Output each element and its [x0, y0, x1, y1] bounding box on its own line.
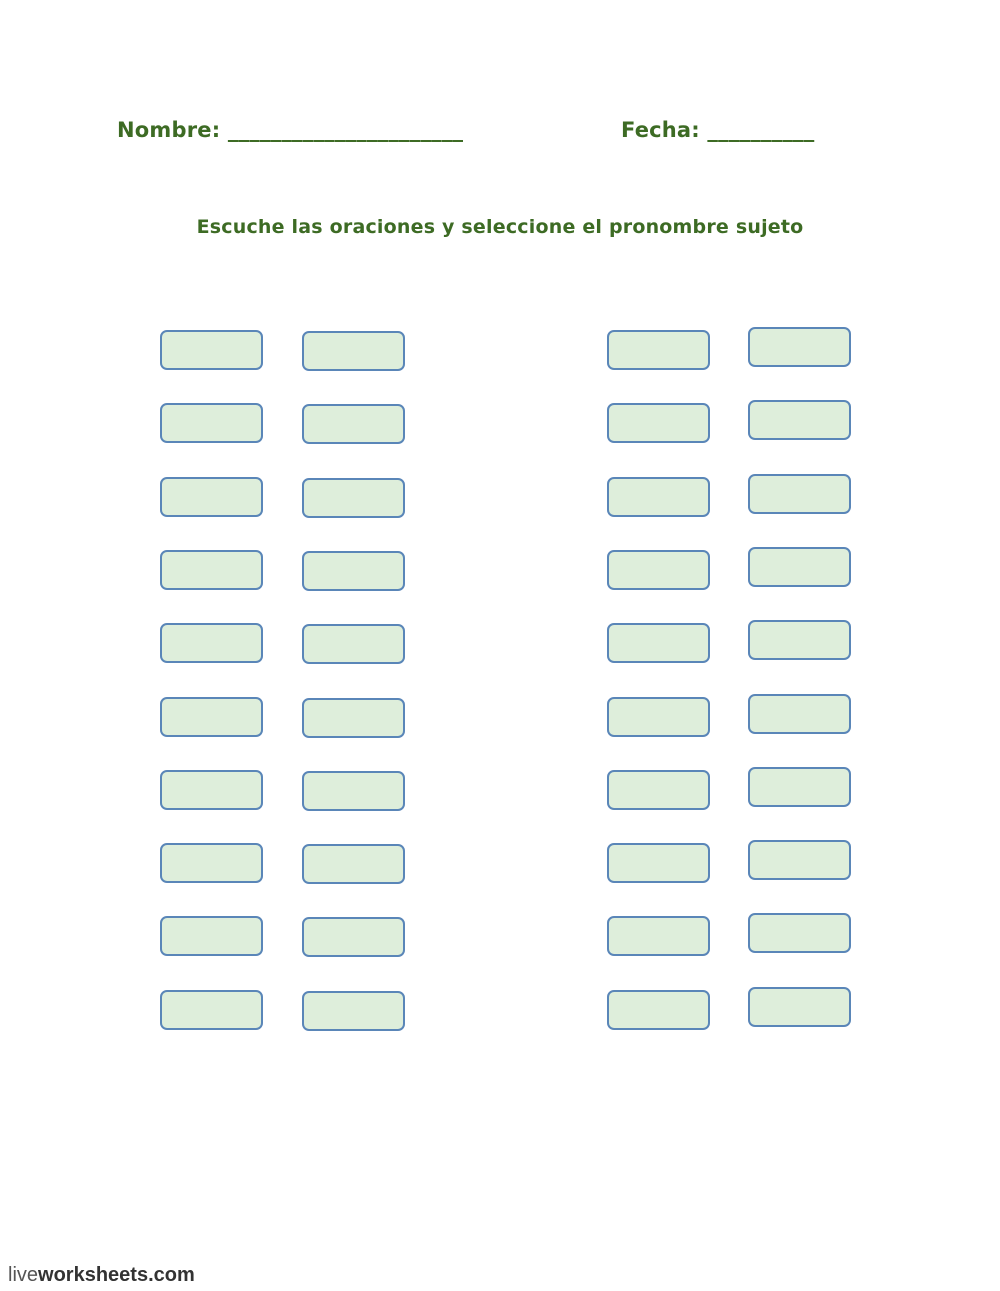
answer-box-r8-c2[interactable]: [302, 844, 405, 884]
name-blank: ______________________: [227, 118, 464, 142]
name-label: Nombre:: [117, 118, 221, 142]
instruction-text: Escuche las oraciones y seleccione el pronombre sujeto: [196, 216, 804, 238]
answer-box-r2-c3[interactable]: [607, 403, 710, 443]
liveworksheets-logo: [8, 1264, 195, 1287]
answer-box-r10-c3[interactable]: [607, 990, 710, 1030]
answer-box-r3-c3[interactable]: [607, 477, 710, 517]
answer-box-r6-c4[interactable]: [748, 694, 851, 734]
answer-box-r1-c2[interactable]: [302, 331, 405, 371]
answer-box-r7-c4[interactable]: [748, 767, 851, 807]
answer-box-r8-c3[interactable]: [607, 843, 710, 883]
answer-box-r3-c4[interactable]: [748, 474, 851, 514]
answer-box-r2-c4[interactable]: [748, 400, 851, 440]
answer-box-r3-c1[interactable]: [160, 477, 263, 517]
date-field: [621, 118, 814, 142]
answer-box-r4-c3[interactable]: [607, 550, 710, 590]
answer-box-r8-c1[interactable]: [160, 843, 263, 883]
answer-box-r5-c1[interactable]: [160, 623, 263, 663]
answer-box-r7-c1[interactable]: [160, 770, 263, 810]
answer-box-r4-c4[interactable]: [748, 547, 851, 587]
answer-box-r6-c1[interactable]: [160, 697, 263, 737]
answer-box-r4-c2[interactable]: [302, 551, 405, 591]
answer-box-r3-c2[interactable]: [302, 478, 405, 518]
answer-box-r9-c2[interactable]: [302, 917, 405, 957]
answer-box-r5-c4[interactable]: [748, 620, 851, 660]
answer-box-r9-c1[interactable]: [160, 916, 263, 956]
name-field: [117, 118, 463, 142]
answer-box-r6-c3[interactable]: [607, 697, 710, 737]
answer-box-r2-c1[interactable]: [160, 403, 263, 443]
answer-box-r10-c1[interactable]: [160, 990, 263, 1030]
answer-box-r8-c4[interactable]: [748, 840, 851, 880]
answer-box-r5-c2[interactable]: [302, 624, 405, 664]
date-blank: __________: [707, 118, 815, 142]
answer-box-r10-c2[interactable]: [302, 991, 405, 1031]
answer-box-r5-c3[interactable]: [607, 623, 710, 663]
answer-box-r1-c3[interactable]: [607, 330, 710, 370]
answer-box-r9-c4[interactable]: [748, 913, 851, 953]
answer-box-r1-c1[interactable]: [160, 330, 263, 370]
answer-box-r6-c2[interactable]: [302, 698, 405, 738]
logo-live: live: [8, 1264, 39, 1286]
answer-box-r9-c3[interactable]: [607, 916, 710, 956]
date-label: Fecha:: [621, 118, 700, 142]
answer-box-r7-c2[interactable]: [302, 771, 405, 811]
answer-box-r10-c4[interactable]: [748, 987, 851, 1027]
answer-box-r1-c4[interactable]: [748, 327, 851, 367]
answer-box-r4-c1[interactable]: [160, 550, 263, 590]
logo-domain: .com: [148, 1264, 195, 1286]
logo-worksheets: worksheets: [38, 1264, 149, 1286]
answer-box-r7-c3[interactable]: [607, 770, 710, 810]
answer-box-r2-c2[interactable]: [302, 404, 405, 444]
